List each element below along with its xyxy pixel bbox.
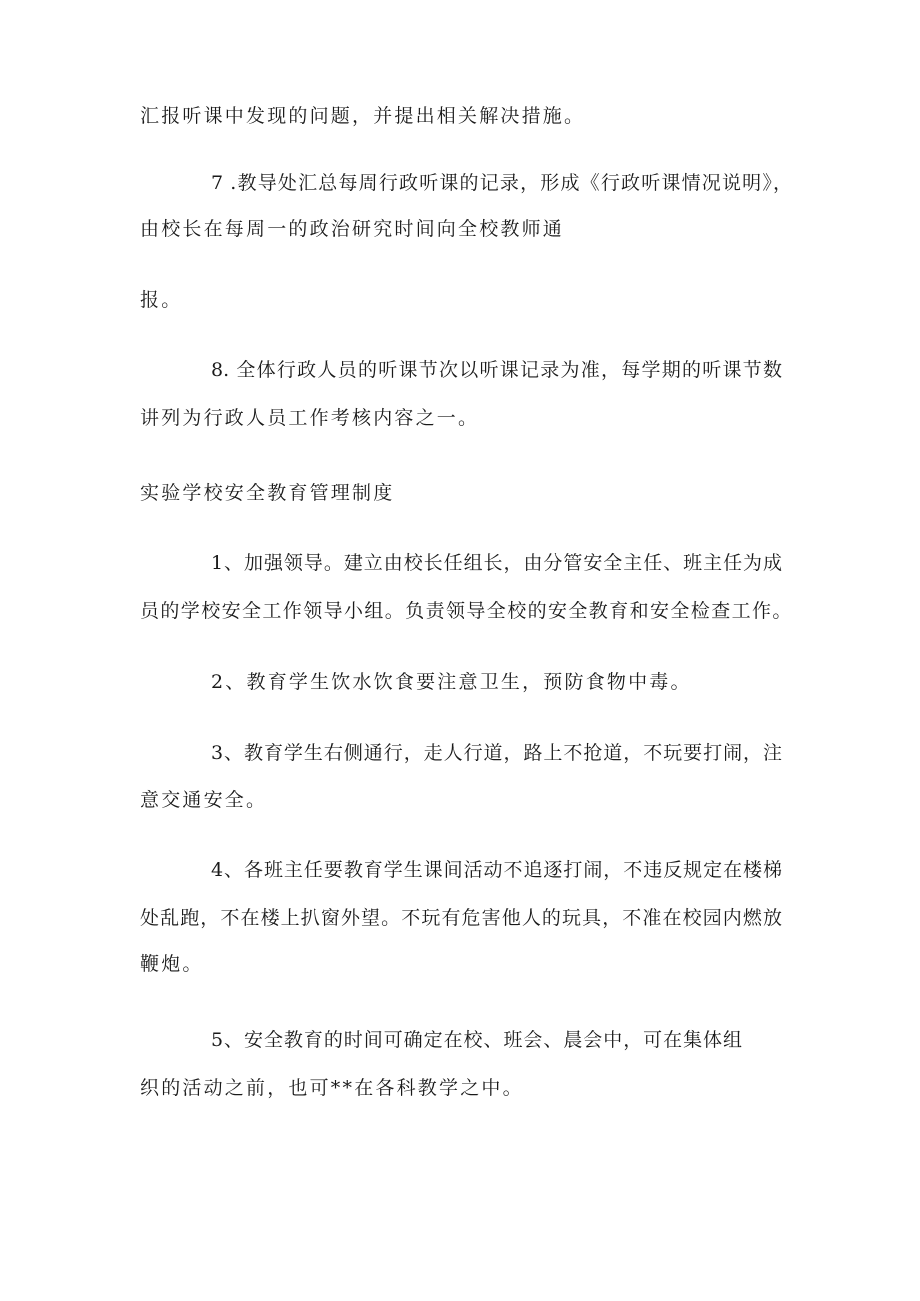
rule-1-line-2: 员的学校安全工作领导小组。负责领导全校的安全教育和安全检查工作。 — [140, 600, 793, 622]
rule-5-line-1: 5、安全教育的时间可确定在校、班会、晨会中，可在集体组 — [211, 1029, 742, 1051]
rule-3-line-1: 3、教育学生右侧通行，走人行道，路上不抢道，不玩要打闹，注 — [211, 742, 782, 764]
item-7-line-1: 7 .教导处汇总每周行政听课的记录，形成《行政听课情况说明》， — [211, 172, 792, 194]
rule-4-line-1: 4、各班主任要教育学生课间活动不追逐打闹，不违反规定在楼梯 — [211, 859, 782, 881]
item-8-line-1: 8. 全体行政人员的听课节次以听课记录为准，每学期的听课节数 — [211, 359, 782, 381]
paragraph-line: 汇报听课中发现的问题，并提出相关解决措施。 — [140, 105, 586, 127]
rule-4-line-2: 处乱跑，不在楼上扒窗外望。不玩有危害他人的玩具，不准在校园内燃放 — [140, 907, 782, 929]
item-7-line-2: 由校长在每周一的政治研究时间向全校教师通 — [140, 218, 565, 240]
rule-4-line-3: 鞭炮。 — [140, 953, 204, 975]
rule-3-line-2: 意交通安全。 — [140, 789, 268, 811]
section-title: 实验学校安全教育管理制度 — [140, 482, 395, 504]
rule-2-line-1: 2、教育学生饮水饮食要注意卫生，预防食物中毒。 — [211, 671, 692, 693]
item-8-line-2: 讲列为行政人员工作考核内容之一。 — [140, 407, 480, 429]
rule-1-line-1: 1、加强领导。建立由校长任组长，由分管安全主任、班主任为成 — [211, 552, 782, 574]
item-7-line-3: 报。 — [140, 289, 183, 311]
rule-5-line-2: 织的活动之前，也可**在各科教学之中。 — [140, 1077, 524, 1099]
